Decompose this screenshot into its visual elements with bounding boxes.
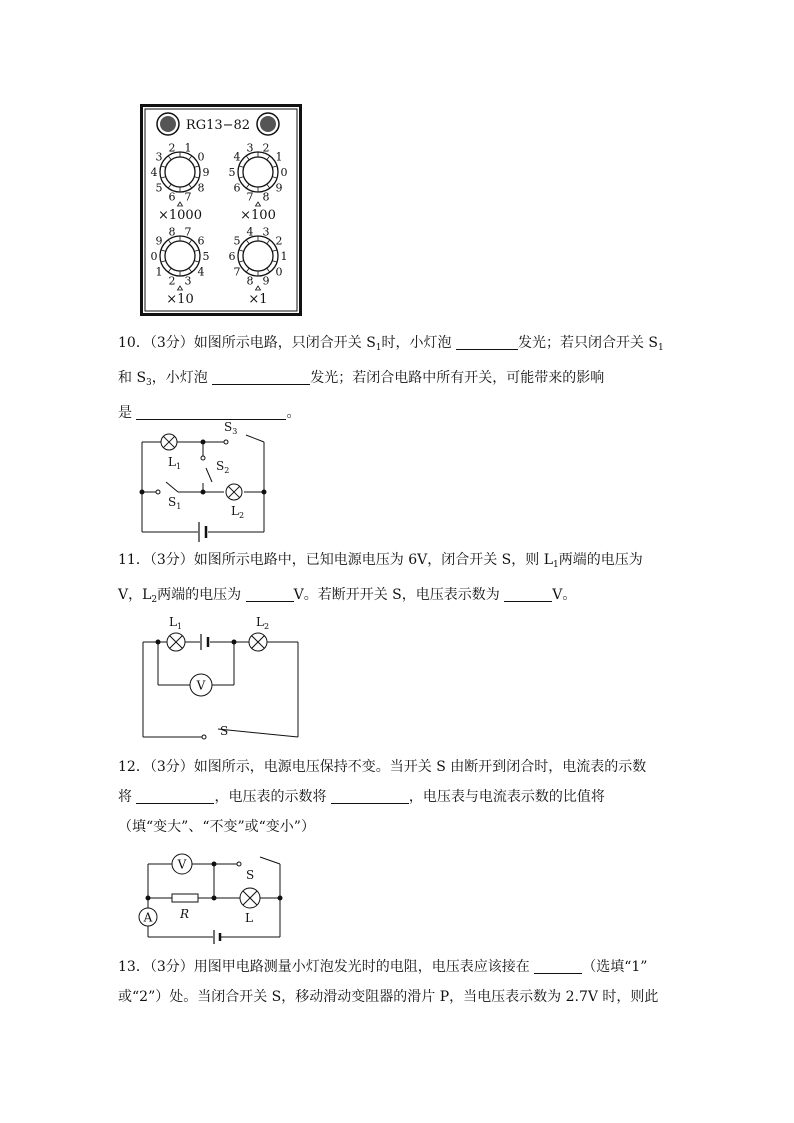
resistance-box-figure: [140, 104, 302, 316]
dial-multiplier: ×1000: [158, 208, 202, 223]
dial-number: 5: [228, 166, 236, 179]
resistor-r-icon: [172, 894, 198, 902]
q10-text: 时，小灯泡: [381, 335, 456, 351]
dial-number: 3: [262, 225, 270, 239]
dial-number: 9: [155, 234, 163, 248]
label-s1: $S_1$: [168, 495, 182, 511]
voltmeter-icon: [190, 674, 212, 696]
lamp-l1-icon: [161, 434, 177, 450]
dial-number: 3: [184, 274, 192, 288]
label-s: S: [246, 868, 255, 882]
dial-number: 4: [197, 265, 205, 279]
label-s3: $S_3$: [224, 420, 238, 436]
voltmeter-label: V: [177, 857, 187, 872]
q12-text: ，电压表的示数将: [214, 789, 331, 805]
dial-number: 2: [275, 234, 283, 248]
dial-number: 2: [168, 141, 176, 155]
q13-score: （3分）: [149, 959, 194, 975]
dial-number: 6: [197, 234, 205, 248]
dial-number: 7: [184, 190, 192, 204]
dial-multiplier: ×1: [248, 292, 268, 307]
dial-number: 9: [262, 274, 270, 288]
q10-text: 发光；若只闭合开关 S: [517, 335, 659, 351]
q13-text: 或“2”）处。当闭合开关 S，移动滑动变阻器的滑片 P，当电压表示数为 2.7V 时，则此: [118, 989, 659, 1005]
label-l2: $L_2$: [231, 504, 245, 520]
dial-number: 3: [246, 141, 254, 155]
lamp-l2-icon: [226, 484, 242, 500]
q12-number: 12．: [118, 759, 150, 775]
dial-number: 0: [150, 250, 158, 263]
dial-1: [229, 141, 288, 223]
lamp-l1-icon: [167, 633, 185, 651]
dial-number: 1: [280, 250, 288, 263]
dial-number: 8: [197, 181, 205, 195]
label-l1: $L_1$: [169, 615, 183, 631]
label-s2: $S_2$: [216, 459, 230, 475]
q12-text: （填“变大”、“不变”或“变小”）: [118, 819, 315, 835]
dial-number: 2: [168, 274, 176, 288]
label-l2: $L_2$: [256, 615, 270, 631]
dial-3: [229, 225, 288, 307]
dial-number: 8: [168, 225, 176, 239]
q12-text: 如图所示，电源电压保持不变。当开关 S 由断开到闭合时，电流表的示数: [193, 759, 647, 775]
q12-blank-2[interactable]: [331, 787, 409, 804]
lamp-l2-icon: [249, 633, 267, 651]
q10-text: 发光；若闭合电路中所有开关，可能带来的影响: [310, 370, 605, 386]
dial-number: 1: [275, 150, 283, 164]
dial-number: 5: [155, 181, 163, 195]
dial-multiplier: ×10: [166, 292, 194, 307]
q12-blank-1[interactable]: [136, 787, 214, 804]
dial-number: 6: [233, 181, 241, 195]
question-10: [118, 328, 678, 428]
q11-circuit-diagram: [138, 612, 304, 742]
q10-text: 如图所示电路，只闭合开关 S: [193, 335, 376, 351]
q11-sub: 2: [151, 595, 158, 605]
q10-text: 和 S: [118, 370, 147, 386]
q13-text: （选填“1”: [582, 959, 648, 975]
dial-number: 1: [184, 141, 192, 155]
q11-text: V，L: [118, 587, 152, 603]
dial-number: 3: [155, 150, 163, 164]
ammeter-icon: [139, 908, 157, 926]
q10-blank-2[interactable]: [212, 368, 310, 385]
q10-score: （3分）: [149, 335, 194, 351]
q12-circuit-diagram: [136, 852, 288, 948]
dial-0: [151, 141, 210, 223]
q11-text: V。: [552, 587, 577, 603]
label-l1: $L_1$: [168, 455, 182, 471]
dial-number: 7: [233, 265, 241, 279]
label-s: S: [220, 724, 229, 738]
q10-sub: 1: [375, 343, 382, 353]
dial-number: 5: [202, 250, 210, 263]
label-l: L: [245, 911, 253, 925]
q10-number: 10．: [118, 335, 150, 351]
voltmeter-icon: [172, 854, 192, 874]
question-12: [118, 752, 678, 842]
q10-text: 。: [286, 405, 301, 421]
dial-number: 0: [280, 166, 288, 179]
q11-sub: 1: [553, 560, 559, 570]
q12-text: 将: [118, 789, 137, 805]
dial-number: 5: [233, 234, 241, 248]
dial-multiplier: ×100: [240, 208, 276, 223]
q10-blank-3[interactable]: [136, 403, 286, 420]
dial-number: 8: [262, 190, 270, 204]
box-title: RG13−82: [185, 118, 251, 133]
q10-text: 是: [118, 405, 137, 421]
q10-blank-1[interactable]: [456, 333, 518, 350]
dial-2: [151, 225, 210, 307]
q13-number: 13．: [118, 959, 150, 975]
q11-text: 两端的电压为: [157, 587, 246, 603]
q13-blank-1[interactable]: [534, 957, 582, 974]
terminal-left-icon: [157, 113, 179, 135]
dial-number: 4: [150, 166, 158, 179]
dial-number: 9: [275, 181, 283, 195]
q11-score: （3分）: [149, 552, 194, 568]
q12-text: ，电压表与电流表示数的比值将: [408, 789, 605, 805]
lamp-l-icon: [240, 888, 260, 908]
question-13: [118, 952, 678, 1012]
q10-text: ，小灯泡: [151, 370, 213, 386]
dial-number: 7: [184, 225, 192, 239]
dial-pointer-icon: [256, 286, 261, 290]
label-r: R: [180, 907, 190, 921]
question-11: [118, 545, 678, 615]
ammeter-label: A: [143, 910, 153, 925]
q11-text: V。若断开开关 S，电压表示数为: [293, 587, 505, 603]
dial-number: 0: [197, 150, 205, 164]
q11-blank-3[interactable]: [504, 585, 552, 602]
q13-text: 用图甲电路测量小灯泡发光时的电阻，电压表应该接在: [193, 959, 535, 975]
q10-circuit-diagram: [136, 420, 276, 542]
dial-number: 6: [228, 250, 236, 263]
terminal-right-icon: [257, 113, 279, 135]
q11-text: 两端的电压为: [558, 552, 643, 568]
dial-number: 4: [233, 150, 241, 164]
q10-sub: 1: [658, 343, 664, 353]
dial-pointer-icon: [178, 286, 183, 290]
voltmeter-label: V: [196, 678, 206, 693]
q11-blank-2[interactable]: [246, 585, 294, 602]
dial-number: 7: [246, 190, 254, 204]
dial-number: 1: [155, 265, 163, 279]
q11-text: 如图所示电路中，已知电源电压为 6V，闭合开关 S，则 L: [193, 552, 554, 568]
q12-score: （3分）: [149, 759, 194, 775]
dial-number: 8: [246, 274, 254, 288]
dial-number: 2: [262, 141, 270, 155]
dial-pointer-icon: [256, 202, 261, 206]
q11-number: 11．: [118, 552, 150, 568]
dial-number: 0: [275, 265, 283, 279]
q10-sub: 3: [146, 378, 152, 388]
dial-number: 6: [168, 190, 176, 204]
dial-number: 9: [202, 166, 210, 179]
dial-number: 4: [246, 225, 254, 239]
dial-pointer-icon: [178, 202, 183, 206]
